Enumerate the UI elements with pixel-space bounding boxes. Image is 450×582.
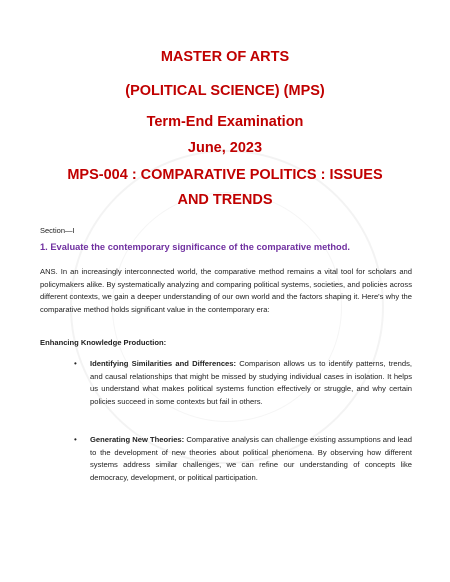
bullet-item bbox=[74, 434, 412, 484]
bullet-title: Generating New Theories: bbox=[90, 435, 185, 444]
title-line-3: Term-End Examination bbox=[146, 114, 304, 130]
bullet-text: Comparative analysis can challenge existing assumptions and lead to the development of new theories about political phenomena. By observing how different systems address similar challenges, we can refine our understanding of concepts like democracy, development, or political participation. bbox=[90, 435, 412, 482]
answer-intro: ANS. In an increasingly interconnected world, the comparative method remains a vital tool for scholars and policymakers alike. By systematically analyzing and comparing political systems, societies, and policies across different contexts, we gain a deeper understanding of our own world and the factors shaping it. Here's why the comparative method holds significant value in the contemporary era: bbox=[40, 267, 412, 314]
bullet-text: Comparison allows us to identify patterns, trends, and causal relationships that might be missed by studying individual cases in isolation. It helps us understand what makes political systems function effectively or struggle, and why certain policies succeed in some contexts but fail in others. bbox=[90, 359, 412, 406]
bullet-dot: • bbox=[74, 359, 77, 368]
title-line-6: AND TRENDS bbox=[177, 192, 273, 208]
subheading: Enhancing Knowledge Production: bbox=[40, 338, 167, 347]
bullet-item bbox=[74, 358, 412, 408]
bullet-title: Identifying Similarities and Differences: bbox=[90, 359, 237, 368]
title-line-4: June, 2023 bbox=[187, 140, 263, 156]
bullet-dot: • bbox=[74, 435, 77, 444]
title-line-1: MASTER OF ARTS bbox=[160, 49, 290, 65]
question-heading: 1. Evaluate the contemporary significance of the comparative method. bbox=[40, 242, 350, 252]
section-label: Section—I bbox=[40, 226, 75, 235]
title-line-2: (POLITICAL SCIENCE) (MPS) bbox=[125, 83, 325, 99]
title-line-5: MPS-004 : COMPARATIVE POLITICS : ISSUES bbox=[67, 167, 383, 183]
